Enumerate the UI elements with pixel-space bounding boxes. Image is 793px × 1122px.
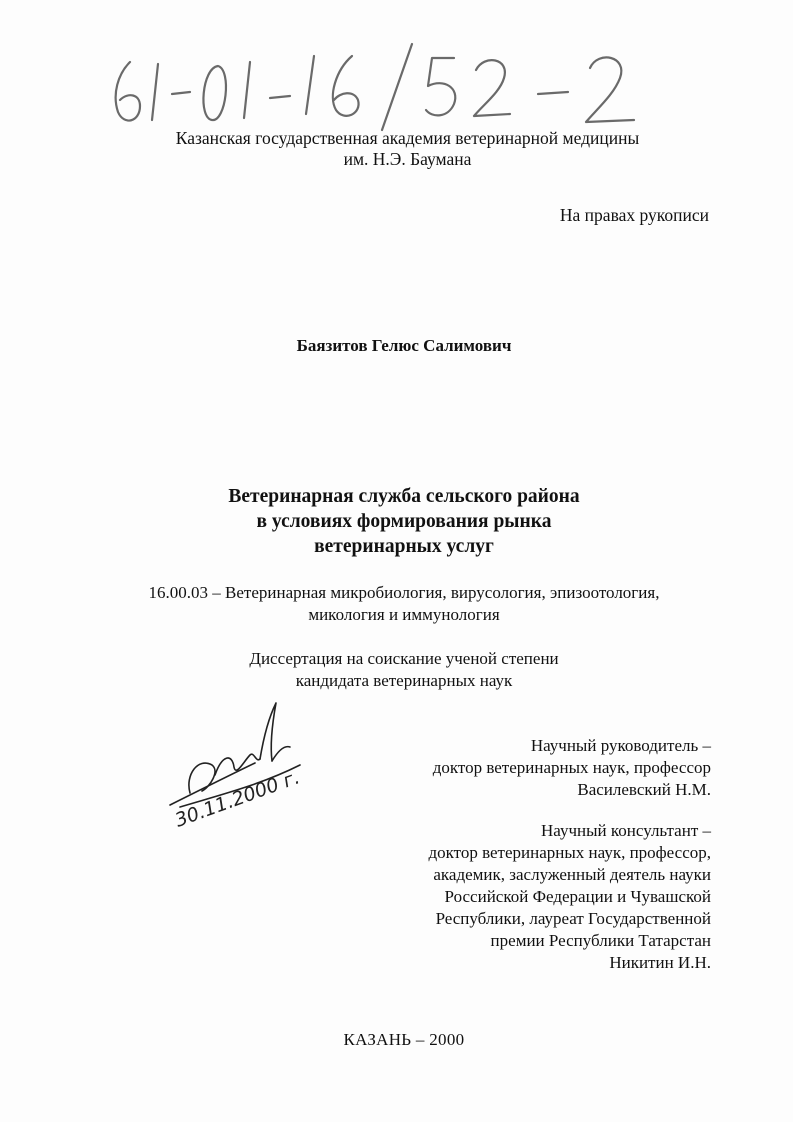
degree-line-2: кандидата ветеринарных наук (295, 671, 513, 690)
title-line-1: Ветеринарная служба сельского района (228, 486, 580, 507)
title-line-2: в условиях формирования рынка (256, 511, 552, 532)
consultant-line-7: Никитин И.Н. (609, 953, 711, 972)
consultant-line-6: премии Республики Татарстан (490, 931, 711, 950)
institution-line-1: Казанская государственная академия ветеринарной медицины (175, 128, 640, 148)
handwritten-archive-code (100, 34, 660, 134)
consultant-line-5: Республики, лауреат Государственной (435, 909, 711, 928)
supervisor-line-3: Василевский Н.М. (577, 780, 711, 799)
consultant-line-3: академик, заслуженный деятель науки (433, 865, 711, 884)
supervisor-line-1: Научный руководитель – (530, 736, 711, 755)
handwritten-code-drawing (100, 34, 660, 134)
rights-note: На правах рукописи (559, 205, 709, 225)
scientific-consultant (428, 820, 711, 974)
degree-line-1: Диссертация на соискание ученой степени (249, 649, 559, 668)
specialty-code (0, 582, 793, 626)
supervisor-line-2: доктор ветеринарных наук, профессор (432, 758, 711, 777)
signature-drawing (160, 695, 330, 845)
dissertation-title (0, 484, 793, 559)
consultant-line-1: Научный консультант – (541, 821, 711, 840)
institution-line-2: им. Н.Э. Баумана (343, 149, 472, 169)
degree-statement (0, 648, 793, 692)
title-line-3: ветеринарных услуг (314, 536, 494, 557)
institution-name (0, 128, 793, 170)
signature-date: 30.11.2000 г. (172, 766, 303, 832)
city-year: КАЗАНЬ – 2000 (343, 1030, 465, 1049)
scientific-supervisor (433, 735, 711, 801)
specialty-line-1: 16.00.03 – Ветеринарная микробиология, вирусология, эпизоотология, (148, 583, 660, 602)
handwritten-signature (160, 695, 330, 845)
consultant-line-4: Российской Федерации и Чувашской (444, 887, 711, 906)
consultant-line-2: доктор ветеринарных наук, профессор, (428, 843, 711, 862)
author-name: Баязитов Гелюс Салимович (296, 336, 512, 355)
specialty-line-2: микология и иммунология (308, 605, 500, 624)
